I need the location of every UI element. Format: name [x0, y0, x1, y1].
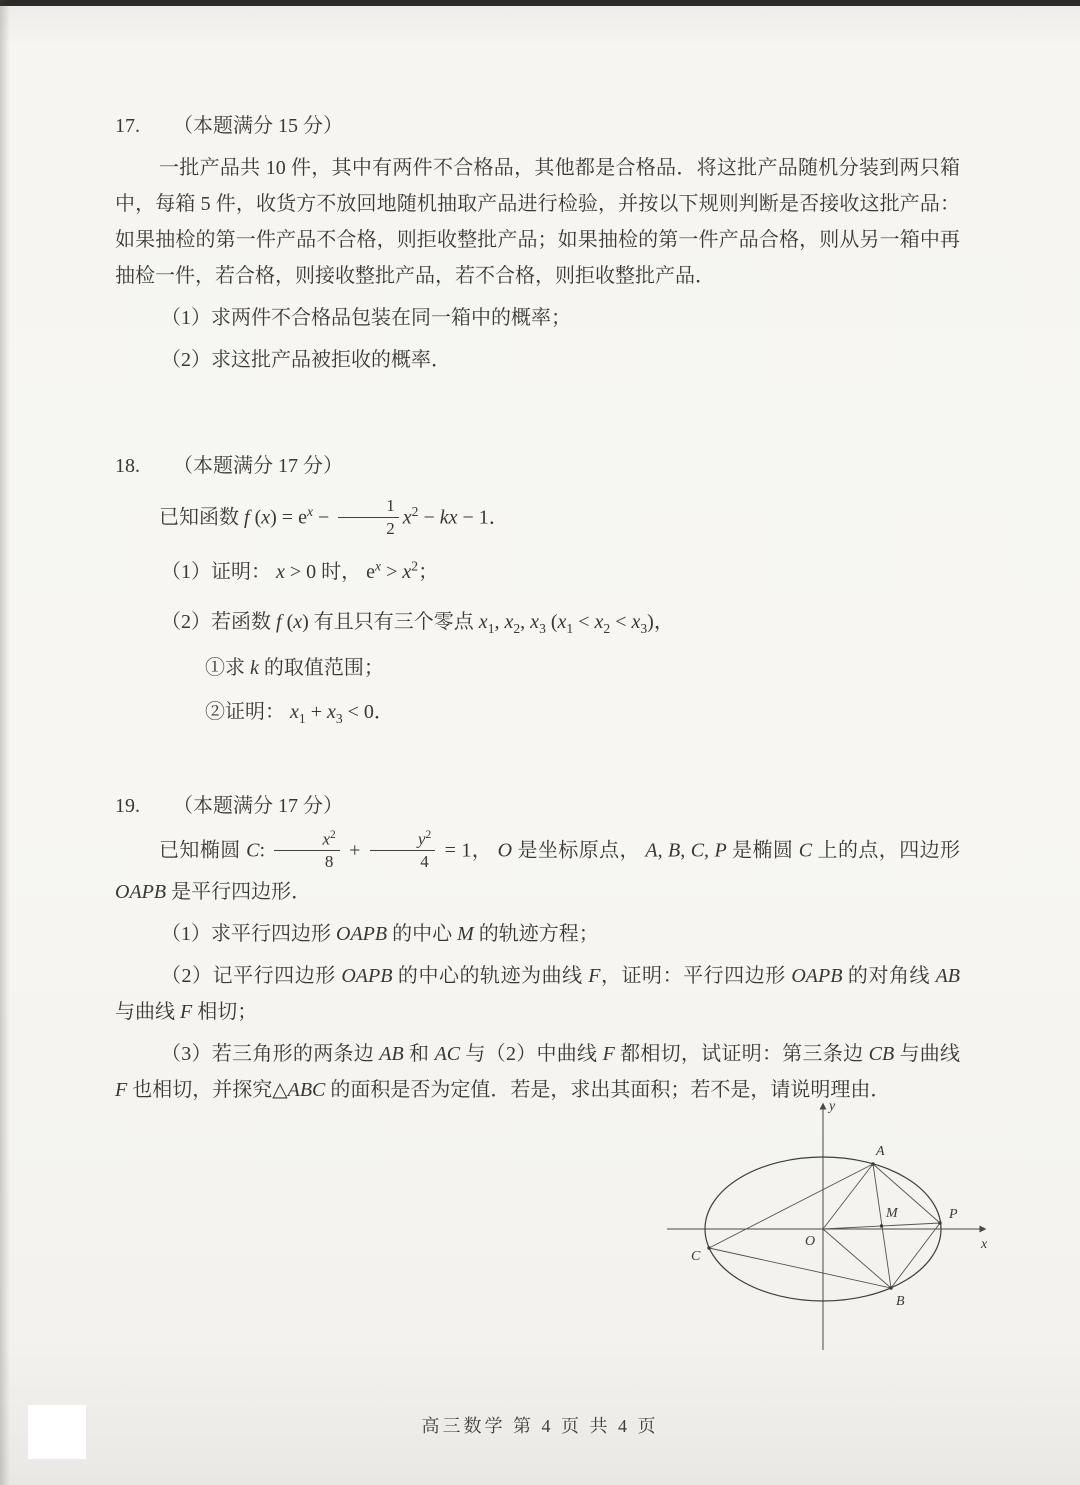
ellipse-figure: [655, 1092, 1000, 1360]
problem-18-header: [115, 448, 960, 484]
point-B: [889, 1286, 892, 1289]
problem-17-header: [115, 108, 960, 144]
label-y: y: [829, 1099, 836, 1114]
problem-19-question-3: （3）若三角形的两条边 AB 和 AC 与（2）中曲线 F 都相切，试证明：第三条边 CB 与曲线 F 也相切，并探究△ABC 的面积是否为定值．若是，求出其面积；若不是，请说明理由．: [115, 1042, 961, 1101]
problem-19: [115, 788, 960, 1108]
segment-BO: [823, 1229, 891, 1288]
problem-18-question-2b: ②证明： $x_1 + x_3 < 0$．: [205, 700, 394, 726]
label-C: C: [691, 1249, 701, 1264]
problem-19-header: [115, 788, 960, 824]
label-O: O: [805, 1234, 816, 1249]
problem-19-number: 19.: [115, 795, 140, 817]
segment-CA: [709, 1164, 873, 1248]
problem-18-number: 18.: [115, 455, 140, 477]
segment-AP: [873, 1164, 940, 1223]
point-C: [707, 1246, 710, 1249]
segment-CB: [709, 1248, 891, 1288]
problem-17-number: 17.: [115, 115, 140, 137]
problem-18-score: （本题满分 17 分）: [173, 455, 343, 477]
point-M: [880, 1224, 883, 1227]
problem-19-ellipse-intro: 已知椭圆 C: $\frac{x^2}{8}$ + $\frac{y^2}{4}$ = 1， O 是坐标原点， A, B, C, P 是椭圆 C 上的点，四边形 OAPB 是平行四边形．: [115, 828, 961, 903]
point-P: [938, 1221, 941, 1224]
problem-17: [115, 108, 960, 378]
problem-19-question-2: （2）记平行四边形 OAPB 的中心的轨迹为曲线 F，证明：平行四边形 OAPB 的对角线 AB 与曲线 F 相切；: [115, 964, 961, 1023]
problem-19-question-1: （1）求平行四边形 OAPB 的中心 M 的轨迹方程；: [161, 922, 599, 945]
problem-17-score: （本题满分 15 分）: [173, 115, 343, 137]
page-footer: 高三数学 第 4 页 共 4 页: [421, 1416, 659, 1436]
scan-edge-top: [0, 0, 1080, 6]
label-A: A: [876, 1144, 885, 1159]
problem-17-question-2: （2）求这批产品被拒收的概率．: [161, 349, 451, 371]
scan-edge-left: [0, 0, 10, 1485]
label-B: B: [896, 1294, 905, 1309]
label-M: M: [886, 1206, 898, 1221]
point-A: [871, 1162, 874, 1165]
problem-18-question-2a: ①求 k 的取值范围；: [205, 656, 384, 679]
problem-17-question-1: （1）求两件不合格品包装在同一箱中的概率；: [161, 307, 571, 329]
label-P: P: [949, 1207, 958, 1222]
problem-18: [115, 448, 960, 731]
problem-19-score: （本题满分 17 分）: [173, 795, 343, 817]
segment-OA: [823, 1164, 873, 1229]
problem-18-function: 已知函数 f $(x) = e^x$ − $\frac{1}{2}$ $x^2$ − kx − 1．: [159, 496, 509, 538]
label-x: x: [981, 1237, 988, 1252]
problem-18-question-2: （2）若函数 f (x) 有且只有三个零点 $x_1$, $x_2$, $x_3$ $(x_1 < x_2 < x_3)$，: [161, 611, 674, 637]
problem-17-body: 一批产品共 10 件，其中有两件不合格品，其他都是合格品．将这批产品随机分装到两只箱中，每箱 5 件，收货方不放回地随机抽取产品进行检验，并按以下规则判断是否接收这批产品：如果抽检的第一件产品不合格，则拒收整批产品；如果抽检的第一件产品合格，则从另一箱中再抽检一件，若合格，则接收整批产品，若不合格，则拒收整批产品．: [115, 157, 960, 287]
problem-18-question-1: （1）证明： x > 0 时， $e^x > x^2$；: [161, 558, 439, 584]
